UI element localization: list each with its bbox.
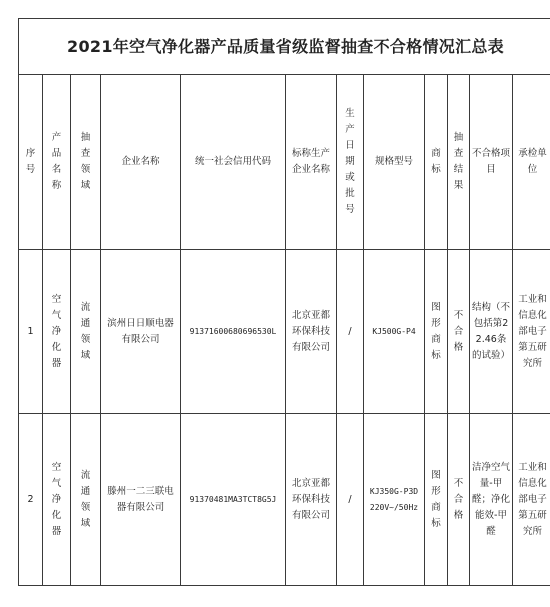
cell-lab: 工业和信息化部电子第五研究所 [513,414,550,586]
header-fail-items: 不合格项目 [470,75,513,250]
header-credit-code: 统一社会信用代码 [181,75,286,250]
header-brand: 商标 [425,75,448,250]
cell-model: KJ500G-P4 [364,250,425,414]
cell-product: 空气净化器 [43,250,71,414]
header-row [19,75,550,250]
cell-company: 滕州一二三联电器有限公司 [101,414,181,586]
cell-credit-code: 91371600680696530L [181,250,286,414]
header-marked-company: 标称生产企业名称 [286,75,337,250]
cell-brand: 图形商标 [425,250,448,414]
table-title: 2021年空气净化器产品质量省级监督抽查不合格情况汇总表 [19,19,550,75]
cell-marked-company: 北京亚都环保科技有限公司 [286,414,337,586]
cell-company: 滨州日日顺电器有限公司 [101,250,181,414]
cell-result: 不合格 [448,250,470,414]
cell-field: 流通领域 [71,414,101,586]
cell-marked-company: 北京亚都环保科技有限公司 [286,250,337,414]
header-product: 产品名称 [43,75,71,250]
table-row [19,414,550,586]
header-field: 抽查领域 [71,75,101,250]
cell-fail-items: 洁净空气量-甲醛；净化能效-甲醛 [470,414,513,586]
header-company: 企业名称 [101,75,181,250]
header-result: 抽查结果 [448,75,470,250]
cell-prod-date: / [337,250,364,414]
table-row [19,250,550,414]
nonconforming-summary-table [18,18,550,586]
cell-credit-code: 91370481MA3TCT8G5J [181,414,286,586]
cell-result: 不合格 [448,414,470,586]
cell-model: KJ350G-P3D 220V~/50Hz [364,414,425,586]
cell-seq: 1 [19,250,43,414]
cell-fail-items: 结构（不包括第22.46条的试验） [470,250,513,414]
cell-product: 空气净化器 [43,414,71,586]
cell-field: 流通领域 [71,250,101,414]
header-model: 规格型号 [364,75,425,250]
cell-prod-date: / [337,414,364,586]
cell-seq: 2 [19,414,43,586]
cell-brand: 图形商标 [425,414,448,586]
header-seq: 序号 [19,75,43,250]
document-sheet [18,18,547,599]
header-prod-date: 生产日期或批号 [337,75,364,250]
header-lab: 承检单位 [513,75,550,250]
cell-lab: 工业和信息化部电子第五研究所 [513,250,550,414]
